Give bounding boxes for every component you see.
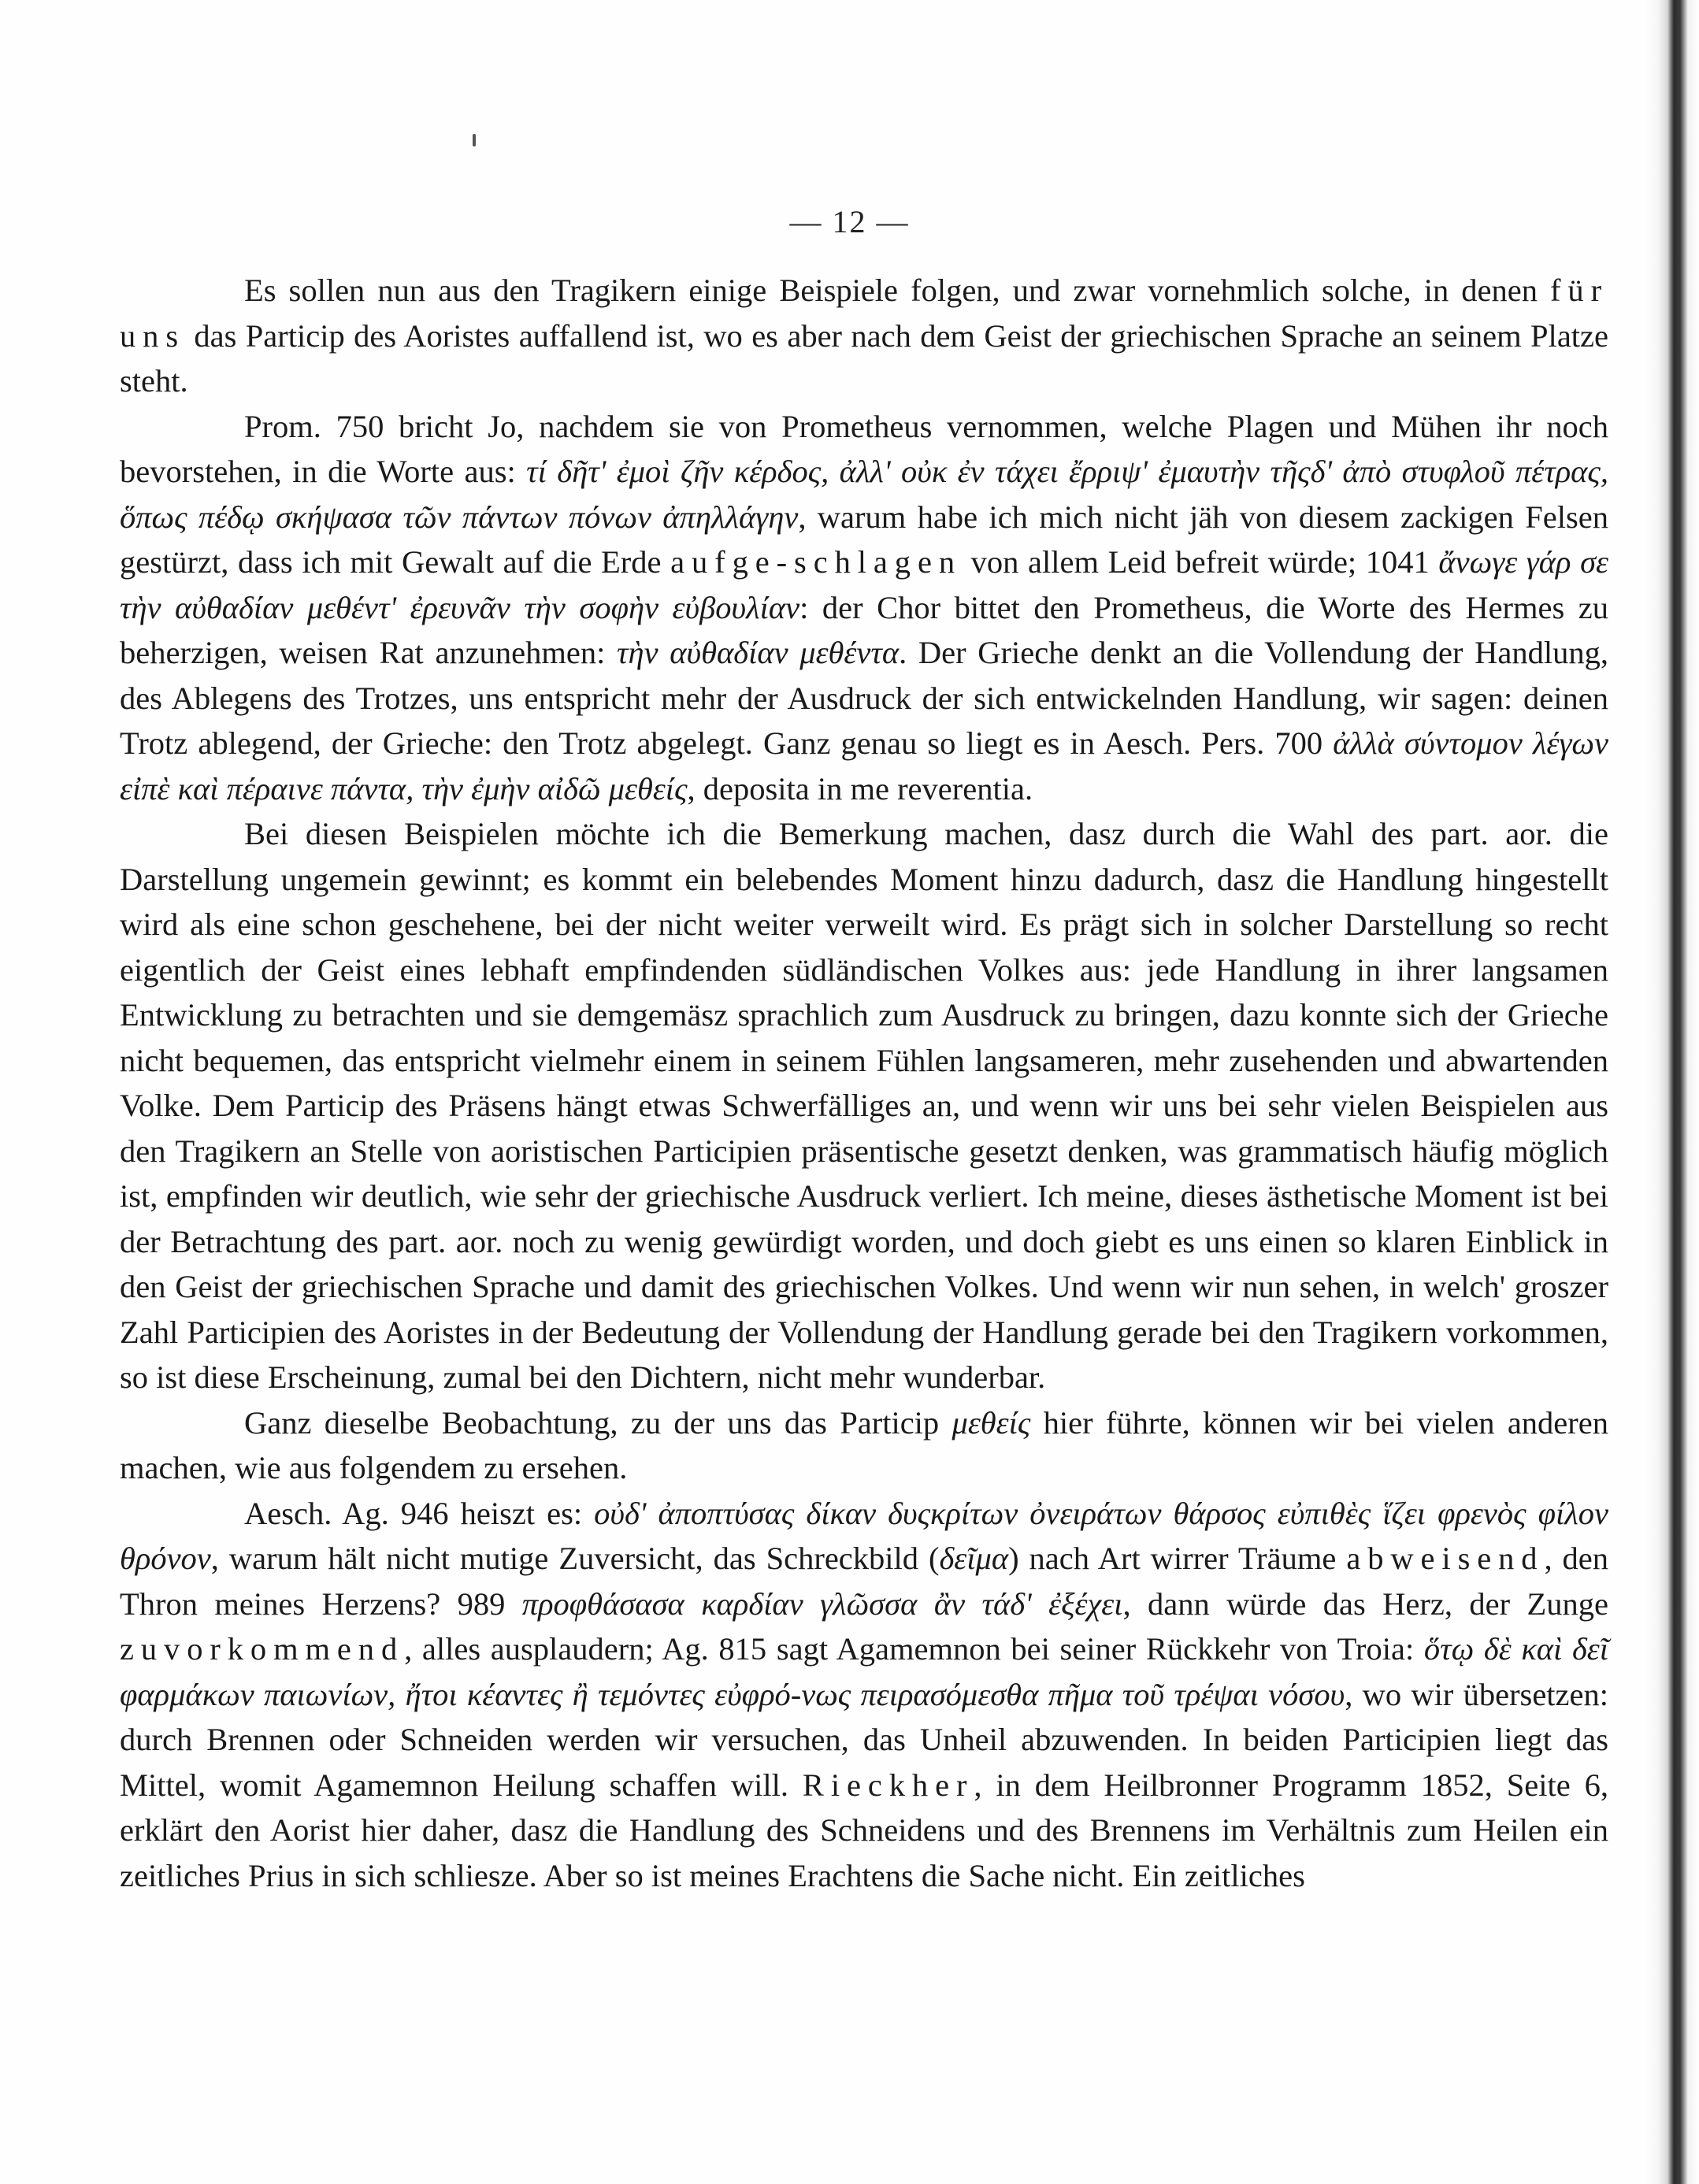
greek-quotation: μεθείς	[952, 1404, 1031, 1441]
page-edge-shadow	[1644, 0, 1699, 2184]
emphasized-text: für uns	[120, 273, 1608, 354]
paragraph	[120, 1491, 1608, 1899]
text-run: , dann würde das Herz, der Zunge	[1122, 1585, 1609, 1622]
text-run: hier führte, können wir bei vielen anderen machen, wie aus folgendem zu ersehen.	[120, 1404, 1608, 1485]
paragraph	[120, 811, 1608, 1400]
greek-quotation: ἀλλὰ σύντομον λέγων εἰπὲ καὶ πέραινε πάντα, τὴν ἐμὴν αἰδῶ μεθείς	[120, 725, 1608, 806]
text-run: , in dem Heilbronner Programm 1852, Seite 6, erklärt den Aorist hier daher, dasz die Handlung des Schneidens und des Brennens im Verhältnis zum Heilen ein zeitliches Prius in sich schliesze. Aber so ist meines Erachtens die Sache nicht. Ein zeitliches	[120, 1767, 1608, 1893]
text-run: , deposita in me reverentia.	[687, 770, 1033, 806]
paragraph	[120, 268, 1608, 404]
paragraph	[120, 1400, 1608, 1491]
text-run: Ganz dieselbe Beobachtung, zu der uns das Particip	[244, 1404, 952, 1441]
greek-quotation: οὐδ' ἀποπτύσας δίκαν δυςκρίτων ὀνειράτων θάρσος εὐπιθὲς ἵζει φρενὸς φίλον θρόνον	[120, 1495, 1608, 1576]
text-run: Es sollen nun aus den Tragikern einige Beispiele folgen, und zwar vornehmlich solche, in denen	[244, 273, 1551, 308]
emphasized-text: aufge-schlagen	[670, 544, 962, 580]
greek-quotation: τὴν αὐθαδίαν μεθέντα	[617, 635, 900, 670]
text-run: Aesch. Ag. 946 heiszt es:	[244, 1495, 595, 1531]
text-run: , warum habe ich mich nicht jäh von diesem zackigen Felsen gestürzt, dass ich mit Gewalt auf die Erde	[120, 499, 1608, 580]
emphasized-text: Rieckher	[802, 1767, 974, 1803]
text-run: ) nach Art wirrer Träume	[1008, 1541, 1347, 1576]
ink-speck	[473, 134, 476, 146]
emphasized-text: abweisend	[1346, 1541, 1545, 1576]
text-run: von allem Leid befreit würde; 1041	[962, 544, 1439, 580]
text-run: , wo wir übersetzen: durch Brennen oder Schneiden werden wir versuchen, das Unheil abzuwenden. In beiden Participien liegt das Mittel, womit Agamemnon Heilung schaffen will.	[120, 1676, 1608, 1803]
greek-quotation: ἄνωγε γάρ σε τὴν αὐθαδίαν μεθέντ' ἐρευνᾶν τὴν σοφὴν εὐβουλίαν	[120, 544, 1608, 625]
greek-quotation: δεῖμα	[939, 1541, 1009, 1576]
greek-quotation: προφθάσασα καρδίαν γλῶσσα ἂν τάδ' ἐξέχει	[521, 1585, 1123, 1622]
text-run: , alles ausplaudern; Ag. 815 sagt Agamemnon bei seiner Rückkehr von Troia:	[404, 1631, 1424, 1667]
page-number: — 12 —	[789, 204, 910, 239]
text-run: Bei diesen Beispielen möchte ich die Bemerkung machen, dasz durch die Wahl des part. aor. die Darstellung ungemein gewinnt; es kommt ein belebendes Moment hinzu dadurch, dasz die Handlung hingestellt wird als eine schon geschehene, bei der nicht weiter verweilt wird. Es prägt sich in solcher Darstellung so recht eigentlich der Geist eines lebhaft empfindenden südländischen Volkes aus: jede Handlung in ihrer langsamen Entwicklung zu betrachten und sie demgemäsz sprachlich zum Ausdruck zu bringen, dazu konnte sich der Grieche nicht bequemen, das entspricht vielmehr einem in seinem Fühlen langsameren, mehr zusehenden und abwartenden Volke. Dem Particip des Präsens hängt etwas Schwerfälliges an, und wenn wir uns bei sehr vielen Beispielen aus den Tragikern an Stelle von aoristischen Participien präsentische gesetzt denken, was grammatisch häufig möglich ist, empfinden wir deutlich, wie sehr der griechische Ausdruck verliert. Ich meine, dieses ästhetische Moment ist bei der Betrachtung des part. aor. noch zu wenig gewürdigt worden, und doch giebt es uns einen so klaren Einblick in den Geist der griechischen Sprache und damit des griechischen Volkes. Und wenn wir nun sehen, in welch' groszer Zahl Participien des Aoristes in der Bedeutung der Vollendung der Handlung gerade bei den Tragikern vorkommen, so ist diese Erscheinung, zumal bei den Dichtern, nicht mehr wunderbar.	[120, 816, 1608, 1395]
body-text	[120, 268, 1608, 1898]
greek-quotation: τί δῆτ' ἐμοὶ ζῆν κέρδος, ἀλλ' οὐκ ἐν τάχει ἔρριψ' ἐμαυτὴν τῆςδ' ἀπὸ στυφλοῦ πέτρας, ὅπως πέδῳ σκήψασα τῶν πάντων πόνων ἀπηλλάγην	[120, 454, 1608, 535]
text-run: . Der Grieche denkt an die Vollendung der Handlung, des Ablegens des Trotzes, uns entspricht mehr der Ausdruck der sich entwickelnden Handlung, wir sagen: deinen Trotz ablegend, der Grieche: den Trotz abgelegt. Ganz genau so liegt es in Aesch. Pers. 700	[120, 635, 1608, 761]
text-run: , warum hält nicht mutige Zuversicht, das Schreckbild (	[210, 1541, 940, 1576]
emphasized-text: zuvorkommend	[120, 1631, 405, 1667]
text-run: : der Chor bittet den Prometheus, die Worte des Hermes zu beherzigen, weisen Rat anzunehmen:	[120, 589, 1608, 670]
text-run: , den Thron meines Herzens? 989	[120, 1541, 1609, 1622]
paragraph	[120, 404, 1608, 812]
text-run: Prom. 750 bricht Jo, nachdem sie von Prometheus vernommen, welche Plagen und Mühen ihr noch bevorstehen, in die Worte aus:	[120, 408, 1608, 489]
text-run: das Particip des Aoristes auffallend ist, wo es aber nach dem Geist der griechischen Sprache an seinem Platze steht.	[120, 317, 1608, 399]
greek-quotation: ὅτῳ δὲ καὶ δεῖ φαρμάκων παιωνίων, ἤτοι κέαντες ἢ τεμόντες εὐφρό-νως πειρασόμεσθα πῆμα τοῦ τρέψαι νόσου	[120, 1631, 1608, 1712]
